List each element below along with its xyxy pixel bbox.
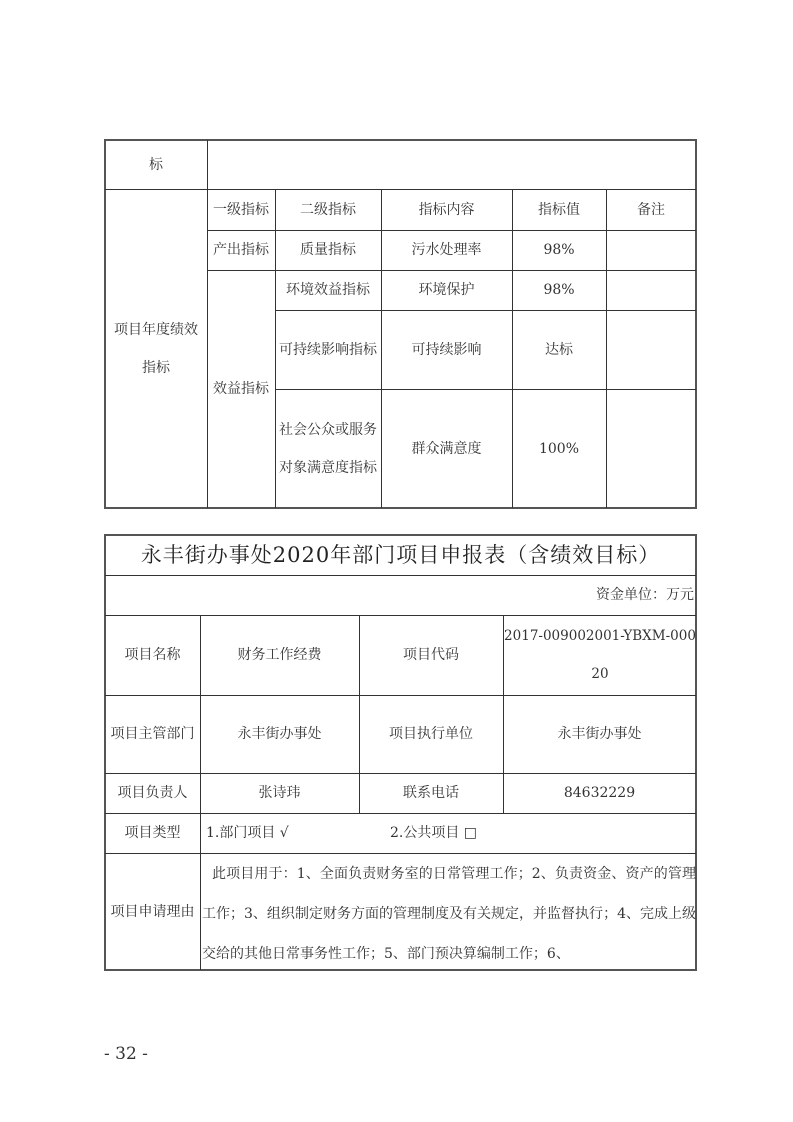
row2-content: 环境保护 xyxy=(418,282,475,298)
fund-unit: 资金单位：万元 xyxy=(596,587,694,603)
row2-level2: 环境效益指标 xyxy=(286,282,370,298)
table2-title: 永丰街办事处2020年部门项目申报表（含绩效目标） xyxy=(140,543,661,567)
project-name-label: 项目名称 xyxy=(124,647,181,663)
row3-value: 达标 xyxy=(545,341,573,358)
row4-level2: 社会公众或服务对象满意度指标 xyxy=(279,421,377,476)
row3-remark xyxy=(606,310,696,389)
row1-level2: 质量指标 xyxy=(300,242,356,258)
owner-value: 张诗玮 xyxy=(258,785,301,801)
page-number: - 32 - xyxy=(104,1044,148,1064)
exec-unit-label: 项目执行单位 xyxy=(389,726,473,742)
row3-content: 可持续影响 xyxy=(411,341,482,358)
row1-value: 98% xyxy=(543,242,575,258)
row2-level1: 效益指标 xyxy=(213,381,269,397)
table1-top-value xyxy=(207,140,696,189)
type-option-public[interactable]: 2.公共项目 □ xyxy=(390,825,478,841)
row2-value: 98% xyxy=(543,282,575,298)
project-code-value: 2017-009002001-YBXM-00020 xyxy=(504,628,696,682)
reason-text: 此项目用于：1、全面负责财务室的日常管理工作；2、负责资金、资产的管理工作；3、组织制定财务方面的管理制度及有关规定，并监督执行；4、完成上级交给的其他日常事务性工作；5、部门预决算编制工作；6、 xyxy=(202,866,696,962)
type-option-dept[interactable]: 1.部门项目 √ xyxy=(206,825,289,841)
header-value: 指标值 xyxy=(538,201,580,218)
owner-label: 项目负责人 xyxy=(117,785,188,801)
row1-level1: 产出指标 xyxy=(213,242,269,258)
table1-row-label: 项目年度绩效指标 xyxy=(114,321,198,376)
dept-value: 永丰街办事处 xyxy=(237,726,322,742)
project-name-value: 财务工作经费 xyxy=(237,647,322,663)
row4-content: 群众满意度 xyxy=(411,440,482,457)
reason-label: 项目申请理由 xyxy=(110,903,195,920)
row4-value: 100% xyxy=(538,440,580,457)
phone-label: 联系电话 xyxy=(403,785,459,801)
project-code-label: 项目代码 xyxy=(403,647,459,663)
header-remark: 备注 xyxy=(637,201,665,218)
row1-content: 污水处理率 xyxy=(411,242,482,258)
type-label: 项目类型 xyxy=(124,825,181,841)
row3-level2: 可持续影响指标 xyxy=(279,341,377,358)
exec-unit-value: 永丰街办事处 xyxy=(557,726,642,742)
dept-label: 项目主管部门 xyxy=(110,726,195,742)
row2-remark xyxy=(606,270,696,310)
table1-top-label: 标 xyxy=(149,156,163,173)
phone-value: 84632229 xyxy=(563,785,636,801)
row4-remark xyxy=(606,389,696,508)
row1-remark xyxy=(606,230,696,270)
header-content: 指标内容 xyxy=(418,201,475,218)
header-level1: 一级指标 xyxy=(213,201,269,218)
header-level2: 二级指标 xyxy=(300,201,356,218)
